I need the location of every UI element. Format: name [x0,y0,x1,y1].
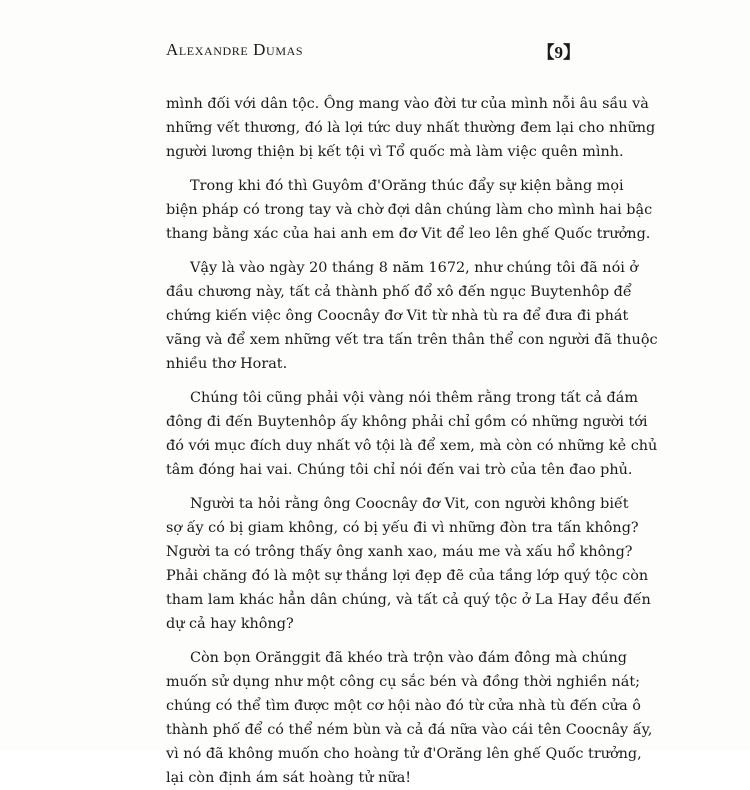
text-line: thang bằng xác của hai anh em đơ Vit để leo lên ghế Quốc trưởng. [166,226,651,242]
text-line: biện pháp có trong tay và chờ đợi dân chúng làm cho mình hai bậc [166,202,653,218]
text-line: tham lam khác hẳn dân chúng, và tất cả quý tộc ở La Hay đều đến [166,592,651,608]
paragraph-5 [166,492,651,636]
paragraph-3 [166,256,658,376]
text-line: đó với mục đích duy nhất vô tội là để xem, mà còn có những kẻ chủ [166,438,658,454]
text-line: chứng kiến việc ông Coocnây đơ Vit từ nhà tù ra để đưa đi phát [166,308,629,324]
text-line: vãng và để xem những vết tra tấn trên thân thể con người đã thuộc [166,332,658,348]
text-line: Người ta hỏi rằng ông Coocnây đơ Vit, con người không biết [190,496,629,512]
page-number: 【9】 [537,42,580,62]
text-line: nhiều thơ Horat. [166,356,288,372]
text-line: chúng có thể tìm được một cơ hội nào đó từ cửa nhà tù đến cửa ô [166,698,641,714]
text-line: sợ ấy có bị giam không, có bị yếu đi vì những đòn tra tấn không? [166,520,639,536]
text-line: Còn bọn Orăng​git đã khéo trà trộn vào đám đông mà chúng [190,650,628,666]
paragraph-1 [166,92,656,164]
text-line: Phải chăng đó là một sự thắng lợi đẹp đẽ của tầng lớp quý tộc còn [166,568,649,584]
text-line: tâm đóng hai vai. Chúng tôi chỉ nói đến vai trò của tên đao phủ. [166,462,633,478]
text-line: Người ta có trông thấy ông xanh xao, máu me và xấu hổ không? [166,544,633,560]
paragraph-6 [166,646,653,790]
text-line: Chúng tôi cũng phải vội vàng nói thêm rằng trong tất cả đám [190,390,638,406]
author-name: Alexandre Dumas [166,40,304,59]
running-header [166,38,580,62]
text-line: người lương thiện bị kết tội vì Tổ quốc mà làm việc quên mình. [166,144,624,160]
text-line: thành phố để có thể ném bùn và cả đá nữa vào cái tên Coocnây ấy, [166,722,653,738]
text-line: muốn sử dụng như một công cụ sắc bén và đồng thời nghiền nát; [166,674,640,690]
body-text [166,92,658,790]
paragraph-2 [166,174,653,246]
text-line: những vết thương, đó là lợi tức duy nhất thường đem lại cho những [166,120,656,136]
text-line: đầu chương này, tất cả thành phố đổ xô đến ngục Buytenhôp để [166,284,632,300]
text-line: đông đi đến Buytenhôp ấy không phải chỉ gồm có những người tới [166,414,648,430]
text-line: vì nó đã không muốn cho hoàng tử đ'Orăng lên ghế Quốc trưởng, [166,746,642,762]
text-line: dự cả hay không? [166,616,294,632]
text-line: mình đối với dân tộc. Ông mang vào đời tư của mình nỗi âu sầu và [166,96,649,112]
paragraph-4 [166,386,658,482]
text-line: Vậy là vào ngày 20 tháng 8 năm 1672, như chúng tôi đã nói ở [190,260,639,276]
text-line: Trong khi đó thì Guyôm đ'Orăng thúc đẩy sự kiện bằng mọi [190,178,624,194]
text-line: lại còn định ám sát hoàng tử nữa! [166,770,412,786]
